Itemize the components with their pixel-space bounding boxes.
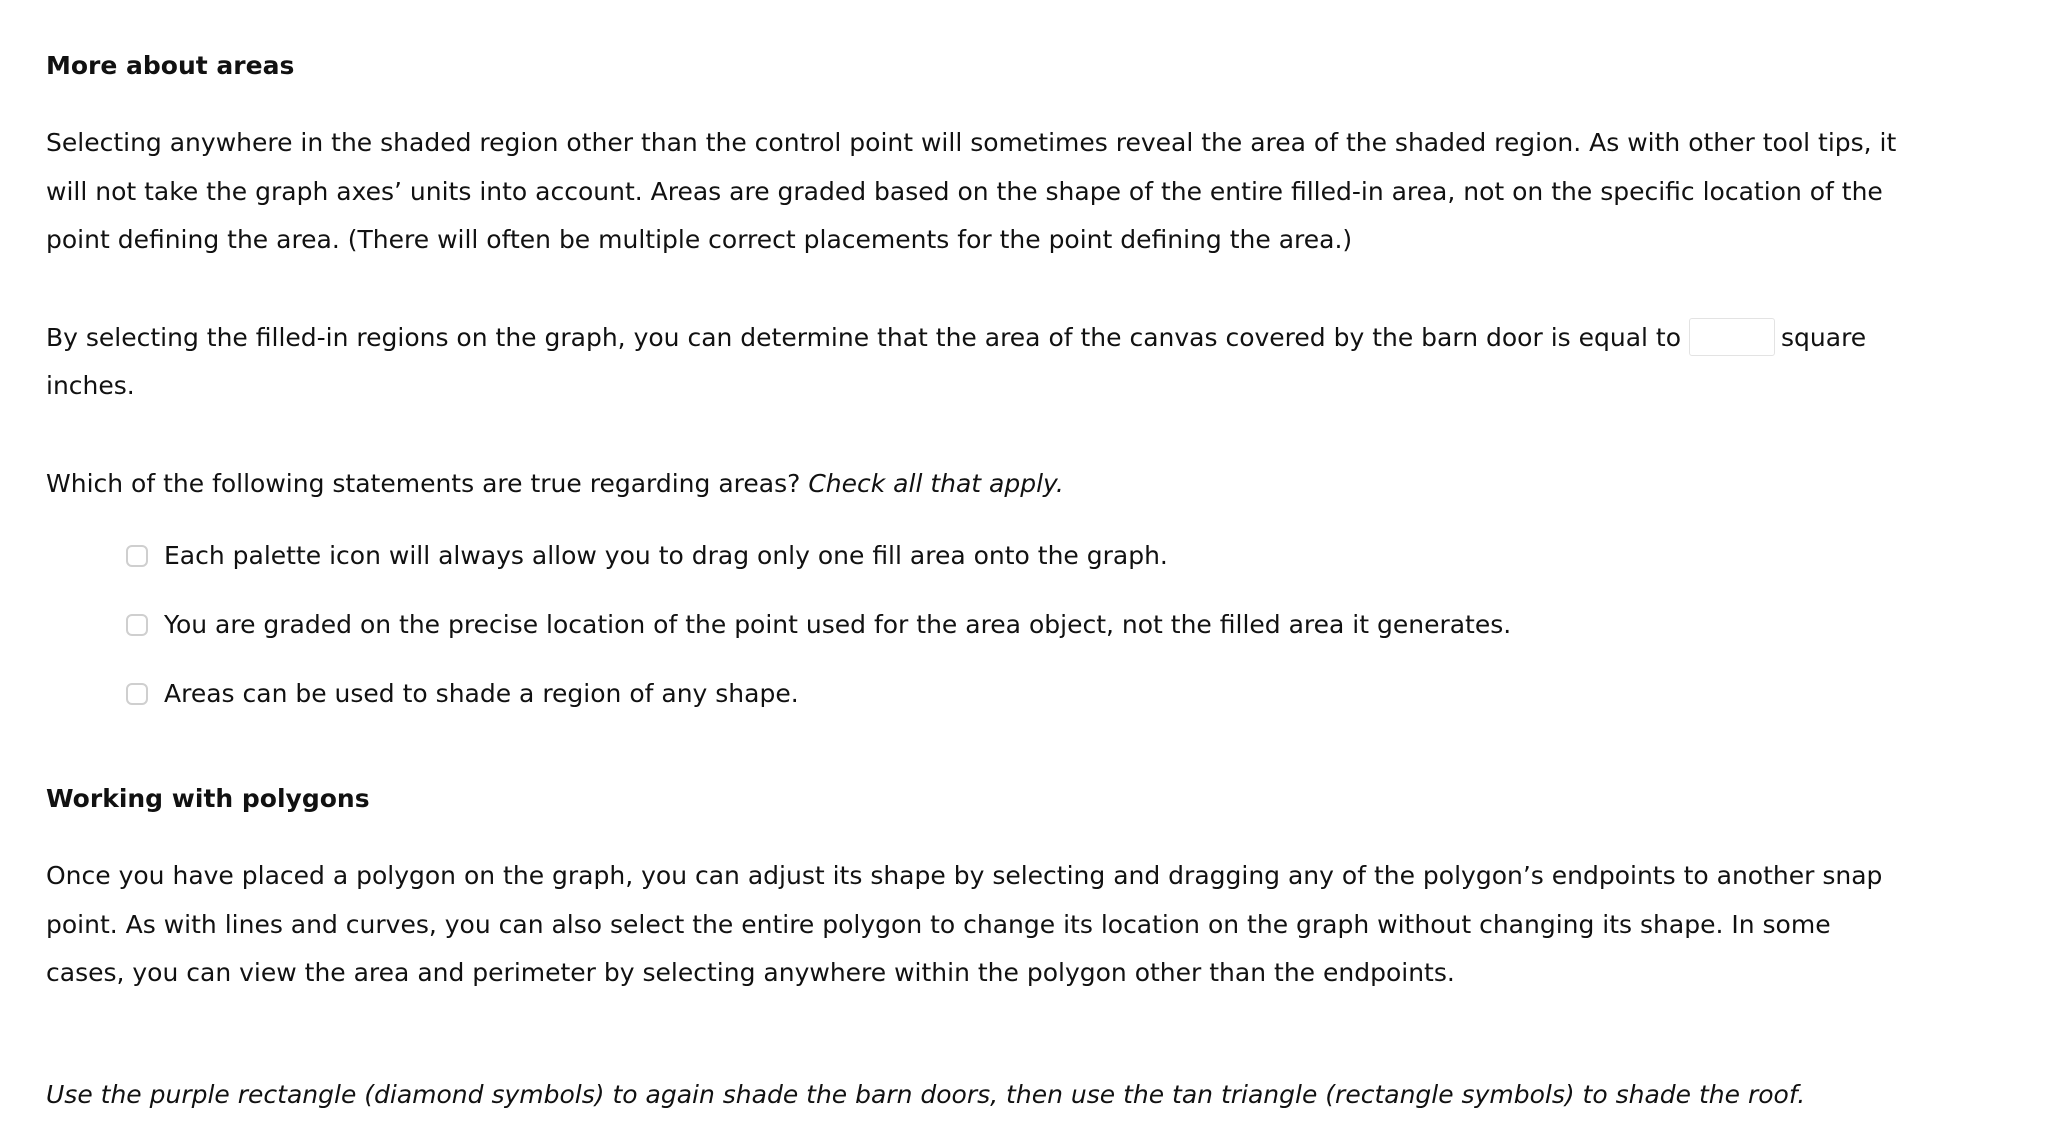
option-checkbox[interactable] <box>126 683 148 705</box>
option-row[interactable] <box>126 590 1906 659</box>
areas-explanation: Selecting anywhere in the shaded region other than the control point will sometimes reveal the area of the shaded region. As with other tool tips, it will not take the graph axes’ units into account. Areas are graded based on the shape of the entire filled-in area, not on the specific location of the point defining the area. (There will often be multiple correct placements for the point defining the area.) <box>46 128 1897 254</box>
option-checkbox[interactable] <box>126 545 148 567</box>
option-label: You are graded on the precise location of the point used for the area object, not the filled area it generates. <box>164 610 1512 639</box>
area-question-text-after: square inches. <box>46 322 1867 400</box>
option-label: Each palette icon will always allow you to drag only one fill area onto the graph. <box>164 541 1168 570</box>
option-checkbox[interactable] <box>126 614 148 636</box>
option-row[interactable] <box>126 659 1906 728</box>
shading-instruction: Use the purple rectangle (diamond symbols) to again shade the barn doors, then use the tan triangle (rectangle symbols) to shade the roof. <box>46 1079 1806 1109</box>
statements-question <box>46 460 1906 509</box>
option-label: Areas can be used to shade a region of any shape. <box>164 679 799 708</box>
section-heading-areas: More about areas <box>46 51 295 80</box>
area-answer-input[interactable] <box>1689 318 1775 356</box>
polygons-explanation: Once you have placed a polygon on the graph, you can adjust its shape by selecting and dragging any of the polygon’s endpoints to another snap point. As with lines and curves, you can also select the entire polygon to change its location on the graph without changing its shape. In some cases, you can view the area and perimeter by selecting anywhere within the polygon other than the endpoints. <box>46 861 1883 987</box>
area-question-text-before: By selecting the filled-in regions on the graph, you can determine that the area of the canvas covered by the barn door is equal to <box>46 322 1682 352</box>
area-question <box>46 314 1906 411</box>
statements-question-prompt: Which of the following statements are true regarding areas? <box>46 468 801 498</box>
section-heading-polygons: Working with polygons <box>46 784 370 813</box>
check-all-instruction: Check all that apply. <box>808 468 1064 498</box>
main-content <box>46 48 1906 1119</box>
option-row[interactable] <box>126 521 1906 590</box>
statements-options <box>126 521 1906 728</box>
